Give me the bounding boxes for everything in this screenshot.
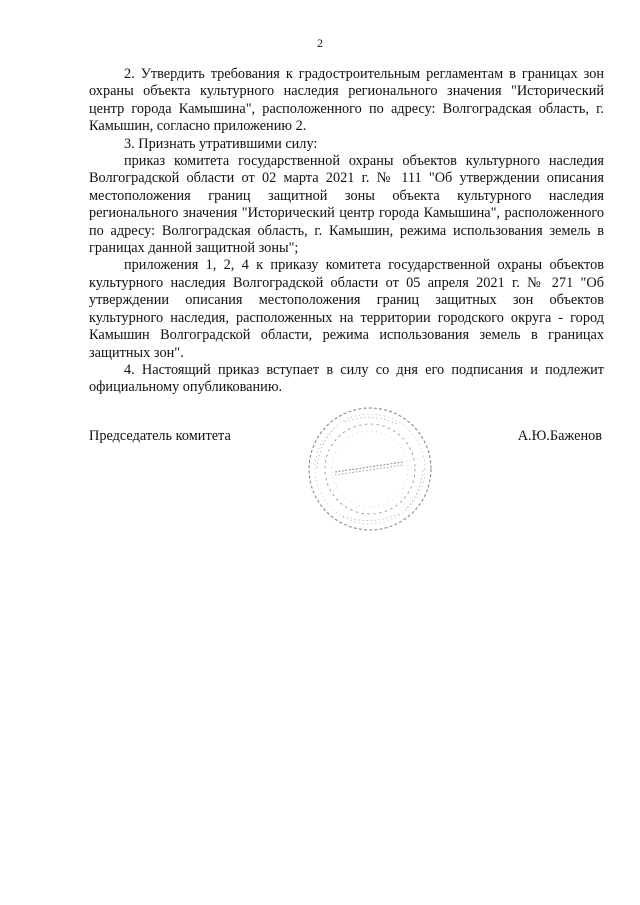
page-number: 2 (317, 36, 323, 50)
signatory-name: А.Ю.Баженов (517, 428, 602, 444)
signatory-role: Председатель комитета (89, 428, 231, 444)
document-body (89, 66, 604, 397)
paragraph-order-111: приказ комитета государственной охраны объектов культурного наследия Волгоградской области от 02 марта 2021 г. № 111 "Об утверждении описания местоположения границ защитной зоны объекта культурного наследия регионального значения "Исторический центр города Камышина", расположенного по адресу: Волгоградская область, г. Камышин, режима использования земель в границах данной защитной зоны"; (89, 153, 604, 257)
paragraph-approve-requirements: 2. Утвердить требования к градостроительным регламентам в границах зон охраны объекта культурного наследия регионального значения "Исторический центр города Камышина", расположенного по адресу: Волгоградская область, г. Камышин, согласно приложению 2. (89, 66, 604, 135)
paragraph-order-271-appendices: приложения 1, 2, 4 к приказу комитета государственной охраны объектов культурного наследия Волгоградской области от 05 апреля 2021 г. № 271 "Об утверждении описания местоположения границ защитных зон объектов культурного наследия, расположенных на территории городского округа - город Камышин Волгоградской области, режима использования земель в границах защитных зон". (89, 257, 604, 361)
paragraph-entry-into-force: 4. Настоящий приказ вступает в силу со дня его подписания и подлежит официальному опубликованию. (89, 361, 604, 396)
round-seal-icon (305, 404, 435, 534)
paragraph-declare-invalid: 3. Признать утратившими силу: (124, 135, 318, 152)
